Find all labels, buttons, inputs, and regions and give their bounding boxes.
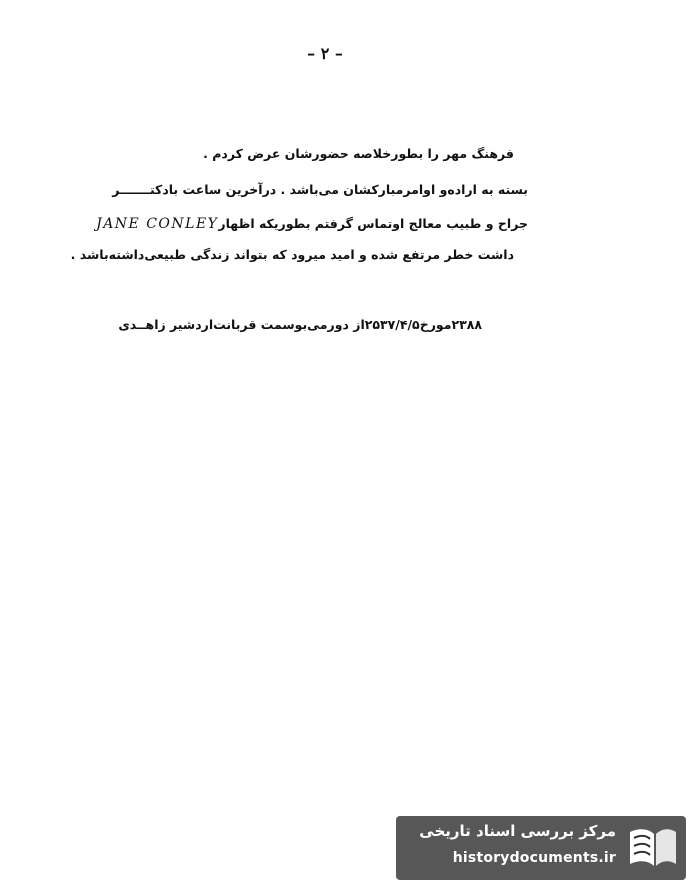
letter-line-1: فرهنگ مهر را بطورخلاصه حضورشان عرض کردم . (203, 146, 514, 161)
letter-line-3-text: جراح و طبیب معالج اوتماس گرفتم بطوریکه اظهار (218, 216, 528, 231)
archive-logo-icon (626, 824, 678, 872)
letter-line-3 (88, 214, 528, 234)
watermark-site-text: historydocuments.ir (452, 850, 616, 866)
letter-signature-line: ۲۳۸۸مورخ۲۵۳۷/۴/۵از دورمی‌بوسمت قربانت‌اردشیر زاهــدی (118, 317, 482, 332)
page-number: – ۲ – (307, 44, 343, 63)
watermark-persian-text: مرکز بررسی اسناد تاریخی (419, 822, 616, 840)
letter-line-2: بسته به اراده‌و اوامرمبارکشان می‌باشد . درآخرین ساعت بادکتـــــــر (112, 182, 528, 197)
letter-line-4: داشت خطر مرتفع شده و امید میرود که بتواند زندگی طبیعی‌داشته‌باشد . (70, 247, 514, 262)
doctor-name-latin: JANE CONLEY (96, 216, 219, 232)
archive-watermark (396, 816, 686, 880)
